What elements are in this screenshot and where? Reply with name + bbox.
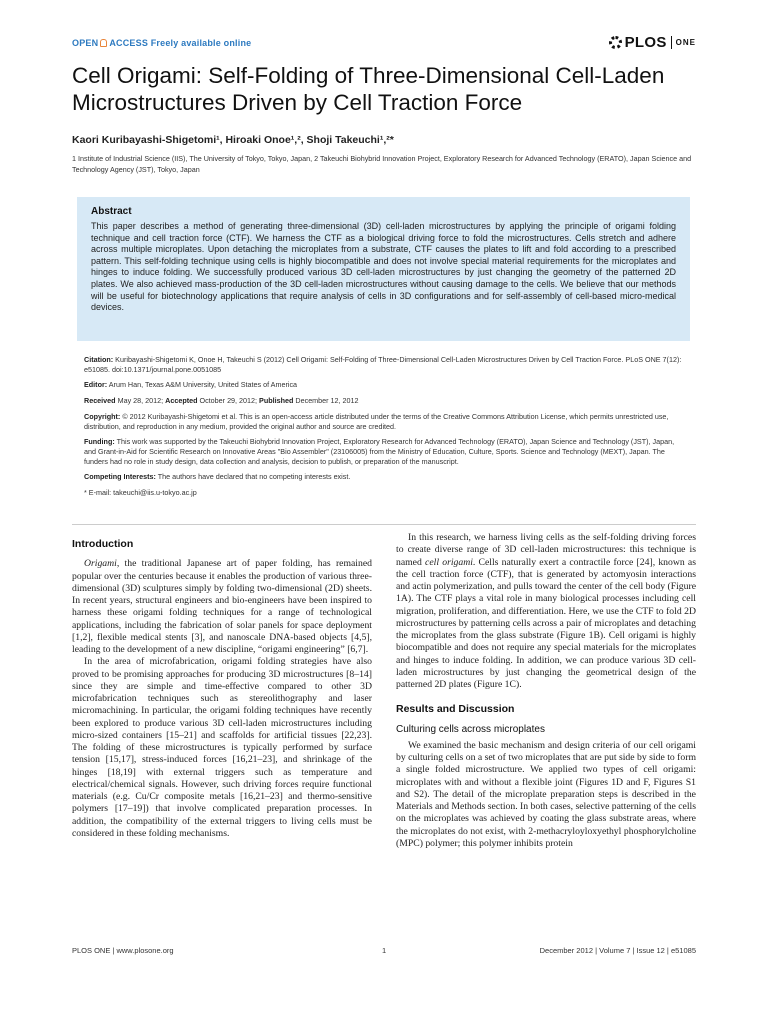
published-date: December 12, 2012 (295, 396, 359, 406)
editor-label: Editor: (84, 380, 108, 390)
open-lock-icon (100, 39, 107, 47)
logo-divider (671, 36, 672, 49)
received-date: May 28, 2012; (117, 396, 164, 406)
affiliations: 1 Institute of Industrial Science (IIS), The University of Tokyo, Tokyo, Japan, 2 Takeuchi Biohybrid Innovation Project, Exploratory Research for Advanced Technology (ERATO), Japan Science and Technology Agency (JST), Tokyo, Japan (72, 154, 692, 174)
footer-issue-info: December 2012 | Volume 7 | Issue 12 | e51085 (539, 946, 696, 955)
footer-journal-url[interactable]: PLOS ONE | www.plosone.org (72, 946, 174, 955)
copyright-label: Copyright: (84, 411, 121, 421)
results-paragraph-1: We examined the basic mechanism and design criteria of our cell origami by culturing cells on a set of two microplates that are put side by side to form a single folded microstructure. We applied two types of cell origami: microplates with and without a flexible joint (Figures 1D and F, Figures S1 and S2). The detail of the microplate preparation steps is described in the Materials and Methods section. In both cases, selective patterning of the cells on the microplates was achieved by coating the glass substrate areas, where the microplates do not exist, with 2-methacryloyloxyethyl phosphorylcholine (MPC) polymer; this polymer inhibits protein (396, 739, 696, 849)
competing-text: The authors have declared that no competing interests exist. (157, 472, 351, 482)
abstract-text: This paper describes a method of generating three-dimensional (3D) cell-laden microstructures by applying the principle of origami folding technique and cell traction force (CTF). We harness the CTF as a biological driving force to fold the microstructures. Cells stretch and adhere across multiple microplates. Upon detaching the microplates from a substrate, CTF causes the plates to lift and fold according to a prescribed pattern. This self-folding technique using cells is highly biocompatible and does not involve special material requirements for the microplates and hinges to induce folding. We successfully produced various 3D cell-laden microstructures by just changing the geometry of the patterned 2D plates. We also achieved mass-production of the 3D cell-laden microstructures without causing damage to the cells. We believe that our methods will be useful for biotechnology applications that require analysis of cells in 3D configurations and for self-assembly of cell-based micro-medical devices. (91, 221, 676, 313)
spacer (396, 691, 696, 703)
journal-header (72, 34, 696, 54)
plos-one-logo (609, 34, 696, 52)
cell-origami-term: cell origami (425, 556, 473, 568)
received-label: Received (84, 396, 116, 406)
citation-text: Kuribayashi-Shigetomi K, Onoe H, Takeuchi S (2012) Cell Origami: Self-Folding of Three-Dimensional Cell-Laden Microstructures Driven by Cell Traction Force. PLoS ONE 7(12): e51085. doi:10.1371/journal.pone.0051085 (84, 355, 682, 374)
citation-block (84, 355, 684, 374)
left-column (72, 538, 372, 840)
intro-paragraph-2: In the area of microfabrication, origami folding strategies have also proved to be promising approaches for producing 3D microstructures [8–14] since they are simple and time-effective compared to other 3D microfabrication techniques such as stereolithography and laser micromachining. In particular, the origami folding techniques have recently been explored to produce various 3D cell-laden microstructures including micro-sized containers [15–21] and scaffolds for artificial tissues [22,23]. The folding of these microstructures is typically performed by surface tension [15,17], stress-induced forces [16,21–23], and shrinkage of the hinges [18,19] with external triggers such as temperature and electrical/chemical signals. However, such driving forces require functional materials (e.g. Cu/Cr composite metals [16,21–23] and thermo-sensitive polymers [17–19]) that involve complicated preparation processes. In addition, the compatibility of the external triggers to living cells must be considered in these folding mechanisms. (72, 656, 372, 839)
article-metadata (84, 355, 684, 498)
origami-term: Origami (84, 558, 117, 570)
right-column (396, 532, 696, 850)
author-list: Kaori Kuribayashi-Shigetomi¹, Hiroaki Onoe¹,², Shoji Takeuchi¹,²* (72, 134, 394, 146)
copyright-text: © 2012 Kuribayashi-Shigetomi et al. This is an open-access article distributed under the terms of the Creative Commons Attribution License, which permits unrestricted use, distribution, and reproduction in any medium, provided the original author and source are credited. (84, 411, 669, 431)
competing-interests-block (84, 472, 684, 482)
funding-block (84, 437, 684, 466)
editor-block (84, 380, 684, 390)
accepted-label: Accepted (165, 396, 198, 406)
abstract-box (77, 197, 690, 341)
introduction-heading: Introduction (72, 538, 134, 550)
accepted-date: October 29, 2012; (199, 396, 258, 406)
open-access-label (72, 38, 251, 48)
published-label: Published (259, 396, 294, 406)
abstract-heading: Abstract (91, 206, 132, 217)
funding-text: This work was supported by the Takeuchi Biohybrid Innovation Project, Exploratory Research for Advanced Technology (ERATO), Japan Science and Technology (JST), Japan, and Grant-in-Aid for Scientific Research on Innovative Areas "Bio Assembler" (23106005) from the Ministry of Education, Culture, Sports. Science and Technology (MEXT), Japan. The funders had no role in study design, data collection and analysis, decision to publish, or preparation of the manuscript. (84, 437, 675, 466)
plos-gear-icon (609, 36, 622, 49)
intro-paragraph-1 (72, 558, 372, 656)
plos-logo-text: PLOS (624, 34, 667, 51)
section-divider (72, 524, 696, 525)
one-logo-text: ONE (675, 38, 696, 47)
page-number: 1 (382, 946, 387, 955)
results-heading: Results and Discussion (396, 703, 515, 716)
funding-label: Funding: (84, 437, 115, 447)
dates-block (84, 396, 684, 406)
corresponding-email[interactable]: * E-mail: takeuchi@iis.u-tokyo.ac.jp (84, 488, 197, 498)
editor-text: Arum Han, Texas A&M University, United States of America (108, 380, 298, 390)
copyright-block (84, 412, 684, 431)
right-paragraph-1-text-a: In this research, we harness living cells as the self-folding driving forces to create diverse range of 3D cell-laden microstructures: this technique is named (396, 532, 696, 568)
citation-label: Citation: (84, 355, 114, 364)
open-access-text: OPEN (72, 38, 99, 48)
right-paragraph-1-text-b: . Cells naturally exert a contractile force [24], known as the cell traction force (CTF), that is generated by actomyosin interactions and actin polymerization, and pulls toward the center of the cell body (Figure 1A). The CTF plays a vital role in many biological processes including cell migration, proliferation, and differentiation. Here, we use the CTF to fold 2D microstructures by patterning cells across a pair of microplates and detaching the microplates from the glass substrate (Figure 1B). Cell origami is highly biocompatible and does not require any special materials for the microplates and hinges to induce folding. In addition, we can produce various 3D cell-laden microstructures by just changing the geometrical design of the patterned 2D plates (Figure 1C). (396, 556, 696, 690)
culturing-subheading: Culturing cells across microplates (396, 723, 545, 735)
competing-label: Competing Interests: (84, 472, 156, 482)
freely-available-text: ACCESS Freely available online (109, 38, 252, 48)
article-title: Cell Origami: Self-Folding of Three-Dimensional Cell-Laden Microstructures Driven by Cell Traction Force (72, 63, 665, 115)
intro-paragraph-1-text: , the traditional Japanese art of paper folding, has remained popular over the centuries because it enables the production of various three-dimensional (3D) sculptures simply by folding two-dimensional (2D) sheets. In recent years, structural engineers and bio-engineers have been inspired to harness these origami folding techniques for a range of technological applications, including the fabrication of solar panels for space deployment [1,2], flexible medical stents [3], and nanoscale DNA-based objects [4,5], leading to the development of a new discipline, “origami engineering” [6,7]. (72, 558, 372, 655)
right-paragraph-1 (396, 532, 696, 691)
